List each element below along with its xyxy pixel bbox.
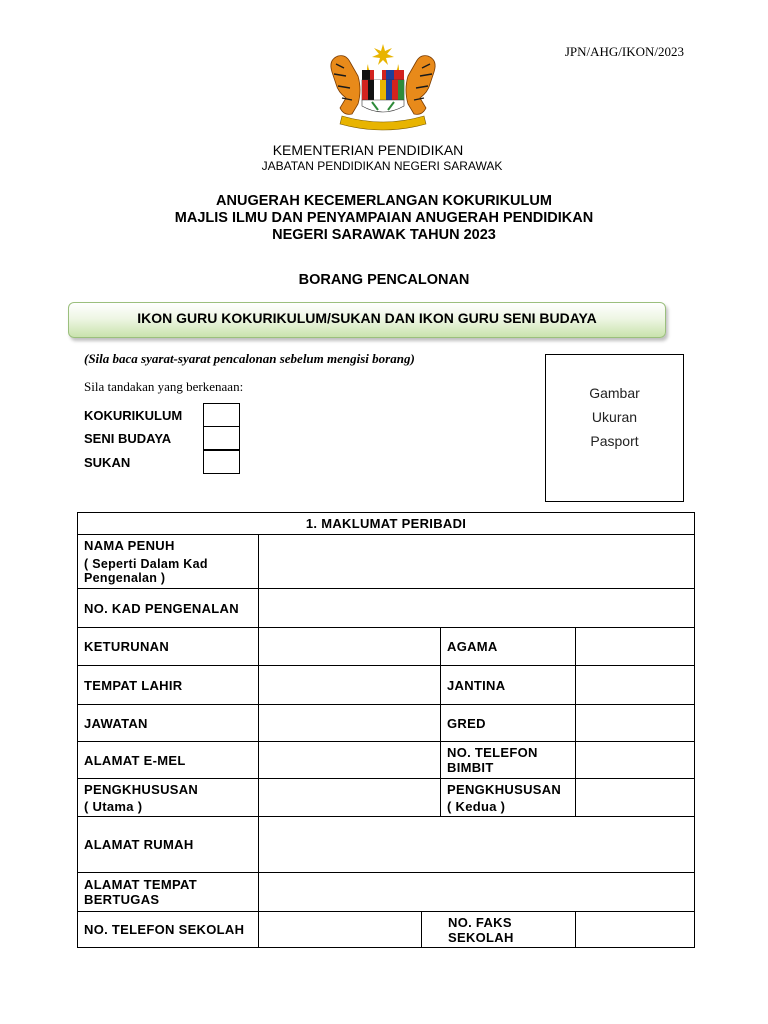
label-kad-pengenalan: NO. KAD PENGENALAN <box>78 589 259 628</box>
label-faks-sekolah: NO. FAKS SEKOLAH <box>422 912 576 948</box>
category-label-kokurikulum: KOKURIKULUM <box>84 408 183 423</box>
alamat-rumah-field[interactable] <box>259 817 695 873</box>
personal-info-table <box>77 512 695 948</box>
label-telefon-bimbit: NO. TELEFON BIMBIT <box>441 742 576 779</box>
keturunan-field[interactable] <box>259 628 441 666</box>
emel-field[interactable] <box>259 742 441 779</box>
label-alamat-tempat-bertugas: ALAMAT TEMPAT BERTUGAS <box>78 873 259 912</box>
label-pengkhususan-kedua <box>441 779 576 817</box>
jantina-field[interactable] <box>576 666 695 705</box>
photo-label-line-1: Gambar <box>589 385 640 401</box>
kad-pengenalan-field[interactable] <box>259 589 695 628</box>
tempat-lahir-field[interactable] <box>259 666 441 705</box>
award-title <box>0 193 768 244</box>
label-alamat-rumah: ALAMAT RUMAH <box>78 817 259 873</box>
checkbox-kokurikulum[interactable] <box>203 403 240 427</box>
pengkhususan-kedua-text: PENGKHUSUSAN <box>447 781 562 797</box>
label-nama-penuh <box>78 535 259 589</box>
form-name: BORANG PENCALONAN <box>298 272 470 288</box>
telefon-sekolah-field[interactable] <box>259 912 422 948</box>
pengkhususan-utama-field[interactable] <box>259 779 441 817</box>
faks-sekolah-field[interactable] <box>576 912 695 948</box>
malaysia-coat-of-arms-icon <box>322 42 444 134</box>
department-name: JABATAN PENDIDIKAN NEGERI SARAWAK <box>261 159 503 173</box>
label-gred: GRED <box>441 705 576 742</box>
category-label-sukan: SUKAN <box>84 455 131 470</box>
jawatan-field[interactable] <box>259 705 441 742</box>
award-title-line-2: MAJLIS ILMU DAN PENYAMPAIAN ANUGERAH PENDIDIKAN <box>174 210 594 226</box>
label-jawatan: JAWATAN <box>78 705 259 742</box>
pengkhususan-utama-note: ( Utama ) <box>84 798 143 814</box>
ministry-name: KEMENTERIAN PENDIDIKAN <box>272 142 464 158</box>
pengkhususan-utama-text: PENGKHUSUSAN <box>84 781 199 797</box>
checkbox-seni-budaya[interactable] <box>203 426 240 450</box>
photo-label-line-3: Pasport <box>590 433 639 449</box>
award-title-line-3: NEGERI SARAWAK TAHUN 2023 <box>272 227 496 243</box>
reference-number: JPN/AHG/IKON/2023 <box>564 44 684 59</box>
section-title: 1. MAKLUMAT PERIBADI <box>78 513 695 535</box>
photo-label-line-2: Ukuran <box>591 409 638 425</box>
checkbox-sukan[interactable] <box>203 450 240 474</box>
instruction-note: (Sila baca syarat-syarat pencalonan sebelum mengisi borang) <box>84 351 415 366</box>
passport-photo-box[interactable] <box>545 354 684 502</box>
label-agama: AGAMA <box>441 628 576 666</box>
nama-penuh-text: NAMA PENUH <box>84 538 175 553</box>
award-title-line-1: ANUGERAH KECEMERLANGAN KOKURIKULUM <box>216 193 552 209</box>
label-tempat-lahir: TEMPAT LAHIR <box>78 666 259 705</box>
label-jantina: JANTINA <box>441 666 576 705</box>
nama-penuh-field[interactable] <box>259 535 695 589</box>
label-telefon-sekolah: NO. TELEFON SEKOLAH <box>78 912 259 948</box>
agama-field[interactable] <box>576 628 695 666</box>
label-keturunan: KETURUNAN <box>78 628 259 666</box>
label-pengkhususan-utama <box>78 779 259 817</box>
alamat-tempat-bertugas-field[interactable] <box>259 873 695 912</box>
nama-penuh-note: ( Seperti Dalam Kad Pengenalan ) <box>84 557 208 585</box>
label-emel: ALAMAT E-MEL <box>78 742 259 779</box>
tick-instruction: Sila tandakan yang berkenaan: <box>84 379 244 394</box>
telefon-bimbit-field[interactable] <box>576 742 695 779</box>
gred-field[interactable] <box>576 705 695 742</box>
pengkhususan-kedua-note: ( Kedua ) <box>447 798 506 814</box>
pengkhususan-kedua-field[interactable] <box>576 779 695 817</box>
category-banner: IKON GURU KOKURIKULUM/SUKAN DAN IKON GURU SENI BUDAYA <box>68 302 666 338</box>
category-label-seni-budaya: SENI BUDAYA <box>84 431 172 446</box>
